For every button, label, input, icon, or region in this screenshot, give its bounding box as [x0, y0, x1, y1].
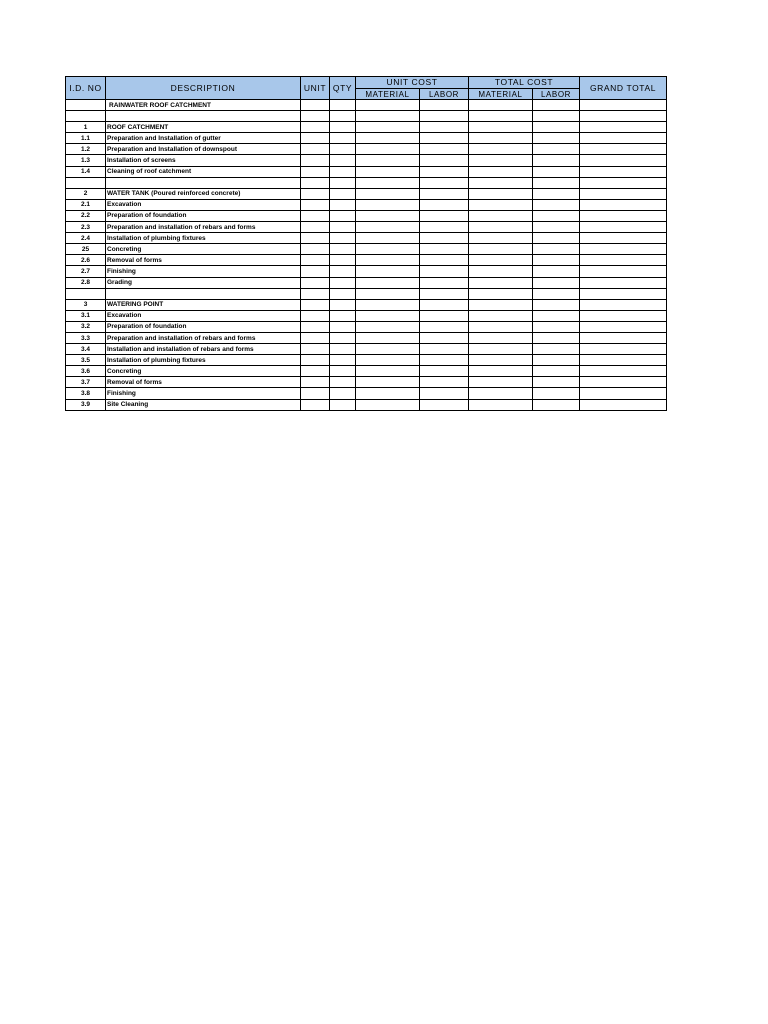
row-unit-cost-material-cell[interactable] [356, 366, 420, 377]
row-description-cell[interactable]: Grading [106, 277, 301, 288]
row-unit-cost-material-cell[interactable] [356, 166, 420, 177]
header-total-cost-labor: LABOR [533, 89, 580, 100]
row-grand-total-cell[interactable] [580, 233, 667, 244]
row-qty-cell[interactable] [330, 266, 356, 277]
row-total-cost-material-cell[interactable] [469, 277, 533, 288]
row-id-cell[interactable] [66, 111, 106, 122]
table-row [66, 288, 667, 299]
row-id-cell[interactable]: 1.1 [66, 133, 106, 144]
row-description-cell[interactable]: Removal of forms [106, 377, 301, 388]
row-unit-cost-labor-cell[interactable] [420, 122, 469, 133]
row-qty-cell[interactable] [330, 166, 356, 177]
row-total-cost-material-cell[interactable] [469, 100, 533, 111]
header-total-cost: TOTAL COST [469, 77, 580, 89]
row-description-cell[interactable]: RAINWATER ROOF CATCHMENT [106, 100, 301, 111]
row-unit-cost-labor-cell[interactable] [420, 277, 469, 288]
row-description-cell[interactable]: Installation and installation of rebars and forms [106, 344, 301, 355]
row-total-cost-labor-cell[interactable] [533, 100, 580, 111]
row-unit-cost-labor-cell[interactable] [420, 233, 469, 244]
row-id-cell[interactable]: 2.1 [66, 199, 106, 210]
row-qty-cell[interactable] [330, 155, 356, 166]
row-qty-cell[interactable] [330, 366, 356, 377]
row-unit-cost-material-cell[interactable] [356, 244, 420, 255]
row-unit-cost-material-cell[interactable] [356, 210, 420, 221]
row-id-cell[interactable]: 2.7 [66, 266, 106, 277]
row-description-cell[interactable]: Finishing [106, 266, 301, 277]
row-unit-cost-labor-cell[interactable] [420, 177, 469, 188]
table-row [66, 222, 667, 233]
row-qty-cell[interactable] [330, 244, 356, 255]
row-description-cell[interactable]: Concreting [106, 244, 301, 255]
table-row [66, 155, 667, 166]
table-row [66, 233, 667, 244]
row-total-cost-labor-cell[interactable] [533, 277, 580, 288]
row-id-cell[interactable] [66, 177, 106, 188]
row-id-cell[interactable]: 1.3 [66, 155, 106, 166]
row-unit-cell[interactable] [301, 399, 330, 410]
cost-estimate-table [65, 76, 667, 411]
row-qty-cell[interactable] [330, 210, 356, 221]
row-qty-cell[interactable] [330, 233, 356, 244]
row-total-cost-labor-cell[interactable] [533, 299, 580, 310]
row-unit-cost-material-cell[interactable] [356, 288, 420, 299]
row-id-cell[interactable]: 2.4 [66, 233, 106, 244]
row-grand-total-cell[interactable] [580, 399, 667, 410]
row-qty-cell[interactable] [330, 133, 356, 144]
row-unit-cell[interactable] [301, 144, 330, 155]
row-total-cost-material-cell[interactable] [469, 288, 533, 299]
row-id-cell[interactable] [66, 288, 106, 299]
row-grand-total-cell[interactable] [580, 388, 667, 399]
table-row [66, 177, 667, 188]
row-unit-cell[interactable] [301, 233, 330, 244]
row-description-cell[interactable]: Excavation [106, 199, 301, 210]
row-qty-cell[interactable] [330, 199, 356, 210]
row-qty-cell[interactable] [330, 399, 356, 410]
header-description: DESCRIPTION [106, 77, 301, 100]
row-description-cell[interactable] [106, 288, 301, 299]
row-unit-cost-material-cell[interactable] [356, 332, 420, 343]
row-unit-cost-labor-cell[interactable] [420, 244, 469, 255]
row-unit-cell[interactable] [301, 210, 330, 221]
row-unit-cell[interactable] [301, 155, 330, 166]
row-unit-cost-material-cell[interactable] [356, 255, 420, 266]
row-total-cost-material-cell[interactable] [469, 199, 533, 210]
row-description-cell[interactable]: Preparation and Installation of downspout [106, 144, 301, 155]
row-grand-total-cell[interactable] [580, 122, 667, 133]
row-total-cost-material-cell[interactable] [469, 144, 533, 155]
table-row [66, 255, 667, 266]
cost-estimate-sheet [65, 76, 666, 411]
row-unit-cost-labor-cell[interactable] [420, 111, 469, 122]
row-unit-cell[interactable] [301, 100, 330, 111]
table-row [66, 244, 667, 255]
header-grand-total: GRAND TOTAL [580, 77, 667, 100]
table-row [66, 332, 667, 343]
row-total-cost-labor-cell[interactable] [533, 133, 580, 144]
row-unit-cell[interactable] [301, 388, 330, 399]
table-row [66, 266, 667, 277]
row-id-cell[interactable] [66, 100, 106, 111]
row-total-cost-material-cell[interactable] [469, 255, 533, 266]
row-id-cell[interactable]: 3 [66, 299, 106, 310]
row-total-cost-material-cell[interactable] [469, 244, 533, 255]
row-grand-total-cell[interactable] [580, 100, 667, 111]
row-unit-cost-labor-cell[interactable] [420, 388, 469, 399]
row-total-cost-labor-cell[interactable] [533, 177, 580, 188]
row-grand-total-cell[interactable] [580, 210, 667, 221]
row-unit-cost-labor-cell[interactable] [420, 255, 469, 266]
row-total-cost-labor-cell[interactable] [533, 188, 580, 199]
row-total-cost-material-cell[interactable] [469, 332, 533, 343]
row-qty-cell[interactable] [330, 100, 356, 111]
row-unit-cost-material-cell[interactable] [356, 299, 420, 310]
row-description-cell[interactable]: Preparation and installation of rebars and forms [106, 332, 301, 343]
row-qty-cell[interactable] [330, 111, 356, 122]
row-total-cost-material-cell[interactable] [469, 299, 533, 310]
row-grand-total-cell[interactable] [580, 355, 667, 366]
table-body [66, 100, 667, 411]
row-total-cost-labor-cell[interactable] [533, 155, 580, 166]
row-grand-total-cell[interactable] [580, 288, 667, 299]
row-description-cell[interactable]: Preparation and Installation of gutter [106, 133, 301, 144]
row-unit-cell[interactable] [301, 133, 330, 144]
row-unit-cost-material-cell[interactable] [356, 222, 420, 233]
row-qty-cell[interactable] [330, 377, 356, 388]
row-total-cost-material-cell[interactable] [469, 111, 533, 122]
row-description-cell[interactable]: Cleaning of roof catchment [106, 166, 301, 177]
row-total-cost-labor-cell[interactable] [533, 210, 580, 221]
table-row [66, 133, 667, 144]
row-id-cell[interactable]: 25 [66, 244, 106, 255]
table-header [66, 77, 667, 100]
row-unit-cost-material-cell[interactable] [356, 100, 420, 111]
row-description-cell[interactable]: Removal of forms [106, 255, 301, 266]
table-row [66, 321, 667, 332]
row-description-cell[interactable]: Excavation [106, 310, 301, 321]
row-unit-cell[interactable] [301, 332, 330, 343]
row-unit-cost-labor-cell[interactable] [420, 155, 469, 166]
row-qty-cell[interactable] [330, 222, 356, 233]
row-id-cell[interactable]: 3.6 [66, 366, 106, 377]
row-total-cost-material-cell[interactable] [469, 377, 533, 388]
row-id-cell[interactable]: 3.2 [66, 321, 106, 332]
table-row [66, 355, 667, 366]
row-total-cost-labor-cell[interactable] [533, 388, 580, 399]
row-total-cost-labor-cell[interactable] [533, 366, 580, 377]
table-row [66, 122, 667, 133]
row-unit-cost-labor-cell[interactable] [420, 166, 469, 177]
row-total-cost-material-cell[interactable] [469, 210, 533, 221]
row-unit-cost-material-cell[interactable] [356, 388, 420, 399]
row-id-cell[interactable]: 2.2 [66, 210, 106, 221]
row-unit-cost-labor-cell[interactable] [420, 222, 469, 233]
row-description-cell[interactable]: Installation of screens [106, 155, 301, 166]
row-unit-cell[interactable] [301, 299, 330, 310]
row-total-cost-material-cell[interactable] [469, 399, 533, 410]
row-unit-cost-material-cell[interactable] [356, 344, 420, 355]
row-unit-cell[interactable] [301, 288, 330, 299]
row-total-cost-material-cell[interactable] [469, 188, 533, 199]
row-unit-cost-labor-cell[interactable] [420, 366, 469, 377]
row-total-cost-material-cell[interactable] [469, 155, 533, 166]
row-unit-cell[interactable] [301, 277, 330, 288]
row-id-cell[interactable]: 2.8 [66, 277, 106, 288]
row-grand-total-cell[interactable] [580, 166, 667, 177]
row-description-cell[interactable]: WATER TANK (Poured reinforced concrete) [106, 188, 301, 199]
row-qty-cell[interactable] [330, 122, 356, 133]
row-unit-cost-material-cell[interactable] [356, 355, 420, 366]
header-id-no: I.D. NO [66, 77, 106, 100]
row-id-cell[interactable]: 3.5 [66, 355, 106, 366]
row-unit-cell[interactable] [301, 122, 330, 133]
row-unit-cost-material-cell[interactable] [356, 199, 420, 210]
row-description-cell[interactable]: WATERING POINT [106, 299, 301, 310]
row-total-cost-labor-cell[interactable] [533, 222, 580, 233]
row-grand-total-cell[interactable] [580, 377, 667, 388]
row-total-cost-material-cell[interactable] [469, 266, 533, 277]
row-id-cell[interactable]: 3.9 [66, 399, 106, 410]
row-qty-cell[interactable] [330, 310, 356, 321]
row-unit-cost-material-cell[interactable] [356, 177, 420, 188]
row-total-cost-material-cell[interactable] [469, 122, 533, 133]
row-unit-cell[interactable] [301, 255, 330, 266]
row-qty-cell[interactable] [330, 332, 356, 343]
row-unit-cost-material-cell[interactable] [356, 277, 420, 288]
row-unit-cost-labor-cell[interactable] [420, 188, 469, 199]
row-id-cell[interactable]: 1.4 [66, 166, 106, 177]
table-row [66, 100, 667, 111]
row-unit-cell[interactable] [301, 244, 330, 255]
table-row [66, 399, 667, 410]
row-unit-cost-material-cell[interactable] [356, 155, 420, 166]
row-unit-cost-material-cell[interactable] [356, 266, 420, 277]
row-unit-cost-material-cell[interactable] [356, 188, 420, 199]
row-unit-cell[interactable] [301, 344, 330, 355]
row-id-cell[interactable]: 2.3 [66, 222, 106, 233]
row-unit-cost-labor-cell[interactable] [420, 210, 469, 221]
row-description-cell[interactable] [106, 111, 301, 122]
row-unit-cost-labor-cell[interactable] [420, 199, 469, 210]
row-id-cell[interactable]: 1.2 [66, 144, 106, 155]
row-total-cost-labor-cell[interactable] [533, 321, 580, 332]
row-total-cost-labor-cell[interactable] [533, 332, 580, 343]
row-grand-total-cell[interactable] [580, 188, 667, 199]
row-grand-total-cell[interactable] [580, 332, 667, 343]
row-total-cost-material-cell[interactable] [469, 233, 533, 244]
row-qty-cell[interactable] [330, 321, 356, 332]
row-total-cost-labor-cell[interactable] [533, 244, 580, 255]
header-unit-cost-material: MATERIAL [356, 89, 420, 100]
row-total-cost-labor-cell[interactable] [533, 199, 580, 210]
row-grand-total-cell[interactable] [580, 255, 667, 266]
row-unit-cell[interactable] [301, 177, 330, 188]
row-grand-total-cell[interactable] [580, 155, 667, 166]
row-total-cost-labor-cell[interactable] [533, 344, 580, 355]
row-unit-cost-material-cell[interactable] [356, 399, 420, 410]
row-unit-cost-labor-cell[interactable] [420, 299, 469, 310]
header-unit-cost-labor: LABOR [420, 89, 469, 100]
row-total-cost-labor-cell[interactable] [533, 399, 580, 410]
row-total-cost-labor-cell[interactable] [533, 233, 580, 244]
row-total-cost-labor-cell[interactable] [533, 355, 580, 366]
row-unit-cost-material-cell[interactable] [356, 122, 420, 133]
row-id-cell[interactable]: 3.8 [66, 388, 106, 399]
row-grand-total-cell[interactable] [580, 344, 667, 355]
row-description-cell[interactable]: Installation of plumbing fixtures [106, 355, 301, 366]
table-row [66, 144, 667, 155]
row-id-cell[interactable]: 3.3 [66, 332, 106, 343]
table-row [66, 188, 667, 199]
row-unit-cell[interactable] [301, 321, 330, 332]
row-total-cost-labor-cell[interactable] [533, 310, 580, 321]
row-id-cell[interactable]: 2.6 [66, 255, 106, 266]
row-grand-total-cell[interactable] [580, 366, 667, 377]
header-unit-cost: UNIT COST [356, 77, 469, 89]
header-total-cost-material: MATERIAL [469, 89, 533, 100]
row-unit-cost-labor-cell[interactable] [420, 133, 469, 144]
row-grand-total-cell[interactable] [580, 310, 667, 321]
row-qty-cell[interactable] [330, 177, 356, 188]
row-unit-cost-material-cell[interactable] [356, 144, 420, 155]
header-qty: QTY [330, 77, 356, 100]
row-unit-cost-material-cell[interactable] [356, 233, 420, 244]
row-unit-cost-labor-cell[interactable] [420, 355, 469, 366]
row-qty-cell[interactable] [330, 299, 356, 310]
row-qty-cell[interactable] [330, 388, 356, 399]
row-qty-cell[interactable] [330, 255, 356, 266]
row-total-cost-material-cell[interactable] [469, 321, 533, 332]
table-row [66, 377, 667, 388]
row-total-cost-labor-cell[interactable] [533, 144, 580, 155]
row-total-cost-labor-cell[interactable] [533, 377, 580, 388]
row-unit-cost-labor-cell[interactable] [420, 344, 469, 355]
row-unit-cost-material-cell[interactable] [356, 321, 420, 332]
row-grand-total-cell[interactable] [580, 133, 667, 144]
row-description-cell[interactable] [106, 177, 301, 188]
row-qty-cell[interactable] [330, 288, 356, 299]
row-total-cost-labor-cell[interactable] [533, 266, 580, 277]
row-unit-cell[interactable] [301, 377, 330, 388]
table-row [66, 210, 667, 221]
row-total-cost-material-cell[interactable] [469, 344, 533, 355]
row-total-cost-labor-cell[interactable] [533, 255, 580, 266]
row-total-cost-labor-cell[interactable] [533, 166, 580, 177]
row-total-cost-material-cell[interactable] [469, 222, 533, 233]
row-total-cost-material-cell[interactable] [469, 133, 533, 144]
row-description-cell[interactable]: ROOF CATCHMENT [106, 122, 301, 133]
row-unit-cell[interactable] [301, 199, 330, 210]
table-row [66, 199, 667, 210]
row-unit-cell[interactable] [301, 366, 330, 377]
row-grand-total-cell[interactable] [580, 244, 667, 255]
row-description-cell[interactable]: Installation of plumbing fixtures [106, 233, 301, 244]
row-unit-cost-labor-cell[interactable] [420, 377, 469, 388]
row-unit-cell[interactable] [301, 310, 330, 321]
row-qty-cell[interactable] [330, 144, 356, 155]
table-row [66, 277, 667, 288]
row-unit-cell[interactable] [301, 266, 330, 277]
table-row [66, 366, 667, 377]
row-total-cost-material-cell[interactable] [469, 355, 533, 366]
row-unit-cost-labor-cell[interactable] [420, 310, 469, 321]
row-unit-cell[interactable] [301, 222, 330, 233]
row-total-cost-labor-cell[interactable] [533, 111, 580, 122]
row-unit-cell[interactable] [301, 188, 330, 199]
table-row [66, 310, 667, 321]
row-id-cell[interactable]: 2 [66, 188, 106, 199]
row-grand-total-cell[interactable] [580, 299, 667, 310]
row-id-cell[interactable]: 3.1 [66, 310, 106, 321]
table-row [66, 388, 667, 399]
row-description-cell[interactable]: Preparation of foundation [106, 210, 301, 221]
row-unit-cost-labor-cell[interactable] [420, 321, 469, 332]
row-unit-cost-material-cell[interactable] [356, 111, 420, 122]
row-unit-cell[interactable] [301, 111, 330, 122]
row-unit-cost-labor-cell[interactable] [420, 144, 469, 155]
row-unit-cost-labor-cell[interactable] [420, 100, 469, 111]
row-total-cost-material-cell[interactable] [469, 166, 533, 177]
table-row [66, 166, 667, 177]
row-unit-cost-labor-cell[interactable] [420, 288, 469, 299]
row-grand-total-cell[interactable] [580, 277, 667, 288]
row-unit-cost-labor-cell[interactable] [420, 399, 469, 410]
header-unit: UNIT [301, 77, 330, 100]
row-unit-cost-material-cell[interactable] [356, 377, 420, 388]
row-grand-total-cell[interactable] [580, 321, 667, 332]
row-total-cost-material-cell[interactable] [469, 310, 533, 321]
row-total-cost-material-cell[interactable] [469, 388, 533, 399]
table-row [66, 299, 667, 310]
row-total-cost-material-cell[interactable] [469, 366, 533, 377]
row-id-cell[interactable]: 3.7 [66, 377, 106, 388]
row-description-cell[interactable]: Concreting [106, 366, 301, 377]
row-total-cost-material-cell[interactable] [469, 177, 533, 188]
table-row [66, 111, 667, 122]
row-unit-cost-material-cell[interactable] [356, 133, 420, 144]
row-grand-total-cell[interactable] [580, 111, 667, 122]
row-qty-cell[interactable] [330, 188, 356, 199]
row-unit-cost-material-cell[interactable] [356, 310, 420, 321]
row-qty-cell[interactable] [330, 344, 356, 355]
row-total-cost-labor-cell[interactable] [533, 122, 580, 133]
row-qty-cell[interactable] [330, 277, 356, 288]
row-grand-total-cell[interactable] [580, 144, 667, 155]
row-grand-total-cell[interactable] [580, 222, 667, 233]
row-unit-cell[interactable] [301, 355, 330, 366]
row-unit-cost-labor-cell[interactable] [420, 266, 469, 277]
row-description-cell[interactable]: Preparation and installation of rebars and forms [106, 222, 301, 233]
row-grand-total-cell[interactable] [580, 199, 667, 210]
row-description-cell[interactable]: Preparation of foundation [106, 321, 301, 332]
row-grand-total-cell[interactable] [580, 266, 667, 277]
row-grand-total-cell[interactable] [580, 177, 667, 188]
row-total-cost-labor-cell[interactable] [533, 288, 580, 299]
row-id-cell[interactable]: 3.4 [66, 344, 106, 355]
row-unit-cost-labor-cell[interactable] [420, 332, 469, 343]
row-description-cell[interactable]: Site Cleaning [106, 399, 301, 410]
table-row [66, 344, 667, 355]
row-unit-cell[interactable] [301, 166, 330, 177]
row-qty-cell[interactable] [330, 355, 356, 366]
row-id-cell[interactable]: 1 [66, 122, 106, 133]
row-description-cell[interactable]: Finishing [106, 388, 301, 399]
